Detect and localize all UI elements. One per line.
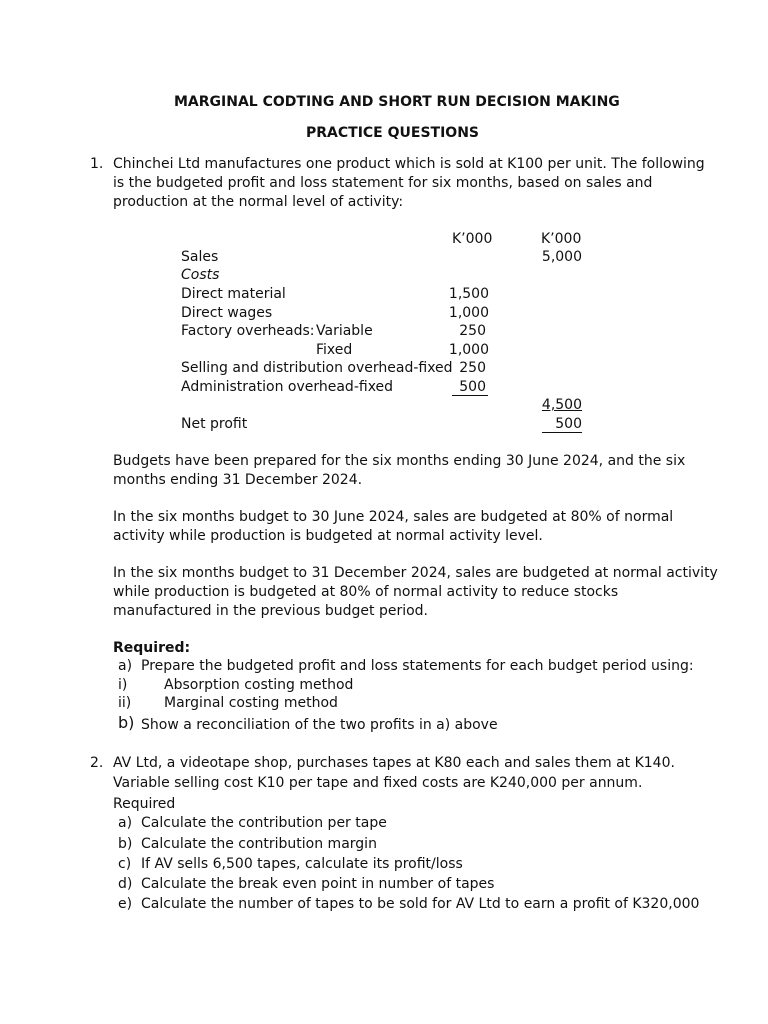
table-row-sales-total: 5,000: [541, 249, 582, 265]
q1-para1-line-1: Budgets have been prepared for the six months ending 30 June 2024, and the six: [113, 453, 686, 469]
q2-item-a-marker: a): [118, 815, 133, 831]
q2-number: 2.: [90, 755, 104, 771]
table-row-factory-variable-value: 250: [459, 323, 486, 339]
q1-para3-line-1: In the six months budget to 31 December 2024, sales are budgeted at normal activity: [113, 565, 718, 581]
page-subtitle: PRACTICE QUESTIONS: [306, 125, 479, 141]
q2-item-d-text: Calculate the break even point in number of tapes: [141, 876, 495, 892]
q1-req-b-marker: b): [118, 713, 135, 732]
table-row-costs-label: Costs: [181, 267, 220, 283]
table-row-factory-variable-sub: Variable: [316, 323, 373, 339]
q2-required-label: Required: [113, 796, 176, 812]
q1-req-ii-marker: ii): [118, 695, 132, 711]
q2-item-a-text: Calculate the contribution per tape: [141, 815, 387, 831]
q1-required-label: Required:: [113, 640, 191, 656]
q2-item-b-text: Calculate the contribution margin: [141, 836, 377, 852]
table-row-factory-fixed-sub: Fixed: [316, 342, 353, 358]
table-row-factory-fixed-value: 1,000: [448, 342, 489, 358]
q2-item-c-marker: c): [118, 856, 132, 872]
table-row-net-profit-label: Net profit: [181, 416, 248, 432]
q1-req-a-marker: a): [118, 658, 133, 674]
q2-intro-line-1: AV Ltd, a videotape shop, purchases tapes at K80 each and sales them at K140.: [113, 755, 675, 771]
table-row-direct-wages-label: Direct wages: [181, 305, 273, 321]
q2-item-e-marker: e): [118, 896, 133, 912]
table-row-direct-wages-value: 1,000: [448, 305, 489, 321]
table-row-selling-label: Selling and distribution overhead-fixed: [181, 360, 453, 376]
q1-para3-line-3: manufactured in the previous budget period.: [113, 603, 429, 619]
table-row-selling-value: 250: [459, 360, 486, 376]
q1-intro-line-2: is the budgeted profit and loss statement for six months, based on sales and: [113, 175, 653, 191]
table-col2-header: K’000: [541, 231, 582, 247]
q1-number: 1.: [90, 156, 104, 172]
q1-intro-line-3: production at the normal level of activity:: [113, 194, 404, 210]
q1-para1-line-2: months ending 31 December 2024.: [113, 472, 363, 488]
q1-req-ii-text: Marginal costing method: [164, 695, 338, 711]
table-col1-rule: [452, 395, 488, 396]
q2-intro-line-2: Variable selling cost K10 per tape and fixed costs are K240,000 per annum.: [113, 775, 643, 791]
table-row-direct-material-label: Direct material: [181, 286, 286, 302]
q1-para3-line-2: while production is budgeted at 80% of normal activity to reduce stocks: [113, 584, 619, 600]
q2-item-d-marker: d): [118, 876, 133, 892]
table-row-total-costs-value: 4,500: [541, 397, 582, 413]
q1-req-a-text: Prepare the budgeted profit and loss statements for each budget period using:: [141, 658, 694, 674]
q1-req-b-text: Show a reconciliation of the two profits in a) above: [141, 717, 498, 733]
table-col1-header: K’000: [452, 231, 493, 247]
page-title: MARGINAL CODTING AND SHORT RUN DECISION MAKING: [174, 94, 620, 110]
q1-intro-line-1: Chinchei Ltd manufactures one product which is sold at K100 per unit. The following: [113, 156, 705, 172]
table-row-admin-label: Administration overhead-fixed: [181, 379, 394, 395]
table-row-admin-value: 500: [459, 379, 486, 395]
q1-para2-line-2: activity while production is budgeted at normal activity level.: [113, 528, 543, 544]
q2-item-e-text: Calculate the number of tapes to be sold for AV Ltd to earn a profit of K320,000: [141, 896, 700, 912]
table-row-direct-material-value: 1,500: [448, 286, 489, 302]
table-net-profit-rule: [542, 432, 582, 433]
q1-req-i-marker: i): [118, 677, 128, 693]
q2-item-c-text: If AV sells 6,500 tapes, calculate its profit/loss: [141, 856, 463, 872]
q1-req-i-text: Absorption costing method: [164, 677, 354, 693]
table-row-factory-overheads-label: Factory overheads:: [181, 323, 315, 339]
table-row-net-profit-value: 500: [555, 416, 582, 432]
table-row-sales-label: Sales: [181, 249, 219, 265]
q2-item-b-marker: b): [118, 836, 133, 852]
q1-para2-line-1: In the six months budget to 30 June 2024, sales are budgeted at 80% of normal: [113, 509, 674, 525]
